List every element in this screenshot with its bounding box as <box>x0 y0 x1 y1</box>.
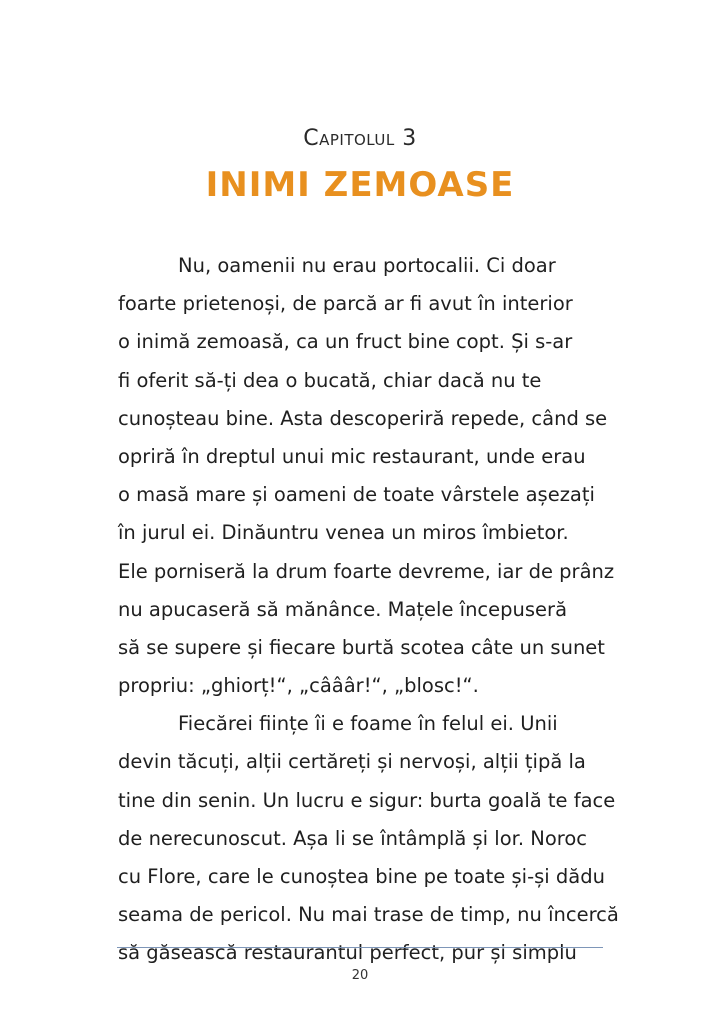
chapter-label: Capitolul 3 <box>303 126 417 151</box>
paragraph-2-line-7: să găsească restaurantul perfect, pur și simplu <box>118 941 577 965</box>
paragraph-1-line-2: foarte prietenoși, de parcă ar fi avut în interior <box>118 292 573 316</box>
paragraph-2-line-4: de nerecunoscut. Așa li se întâmplă și lor. Noroc <box>118 826 588 850</box>
paragraph-2-line-3: tine din senin. Un lucru e sigur: burta goală te face <box>118 788 616 812</box>
paragraph-1-line-7: o masă mare și oameni de toate vârstele așezați <box>118 483 595 507</box>
paragraph-1-line-9: Ele porniseră la drum foarte devreme, iar de prânz <box>118 559 615 583</box>
paragraph-1-line-3: o inimă zemoasă, ca un fruct bine copt. Și s-ar <box>118 330 573 354</box>
footer-divider <box>117 947 603 948</box>
paragraph-1-line-12: propriu: „ghiorț!“, „câââr!“, „blosc!“. <box>118 674 479 698</box>
paragraph-2-line-1: Fiecărei ființe îi e foame în felul ei. Unii <box>178 712 558 736</box>
paragraph-1-line-5: cunoșteau bine. Asta descoperiră repede, când se <box>118 406 608 430</box>
paragraph-2-line-2: devin tăcuți, alții certăreți și nervoși, alții țipă la <box>118 750 586 774</box>
chapter-title: INIMI ZEMOASE <box>205 165 515 205</box>
paragraph-1-line-1: Nu, oamenii nu erau portocalii. Ci doar <box>178 254 556 277</box>
paragraph-1-line-10: nu apucaseră să mănânce. Mațele începuseră <box>118 597 568 621</box>
paragraph-1-line-8: în jurul ei. Dinăuntru venea un miros îmbietor. <box>118 521 569 545</box>
paragraph-1-line-11: să se supere și fiecare burtă scotea câte un sunet <box>118 635 605 659</box>
paragraph-1-line-4: fi oferit să-ți dea o bucată, chiar dacă nu te <box>118 368 542 392</box>
body-text <box>118 247 619 973</box>
page-number: 20 <box>351 968 369 983</box>
paragraph-2-line-5: cu Flore, care le cunoștea bine pe toate și-și dădu <box>118 865 605 888</box>
paragraph-2-line-6: seama de pericol. Nu mai trase de timp, nu încercă <box>118 903 619 927</box>
paragraph-1-line-6: opriră în dreptul unui mic restaurant, unde erau <box>118 444 586 468</box>
